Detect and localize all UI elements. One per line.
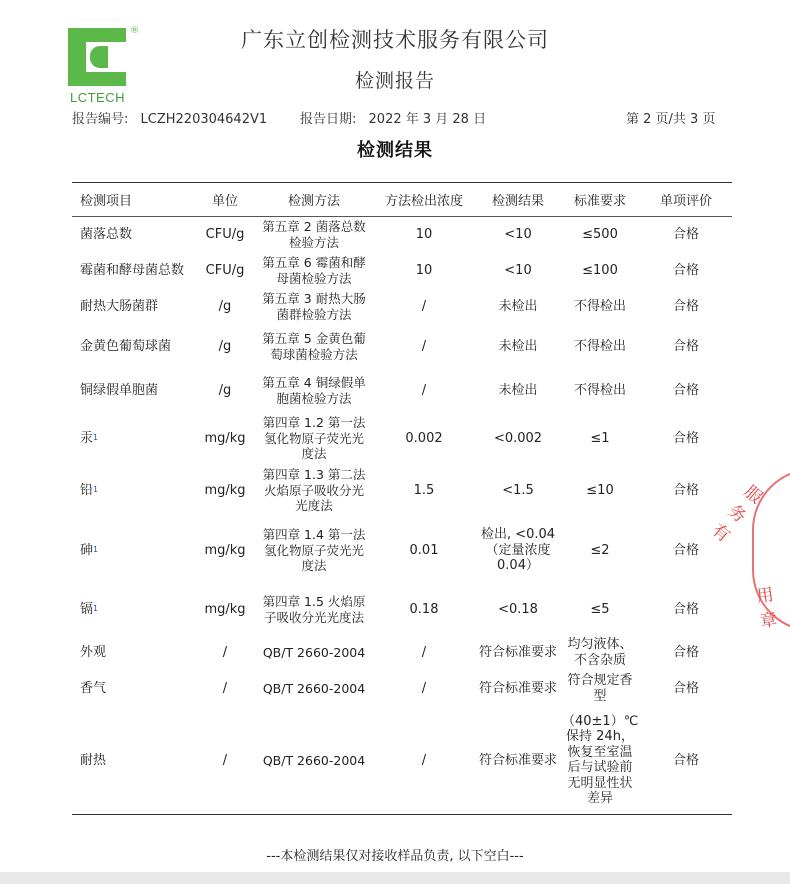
table-row [72, 217, 732, 253]
report-date-value: 2022 年 3 月 28 日 [368, 112, 487, 127]
cell-result-text: <10 [504, 262, 532, 278]
cell-result [476, 369, 560, 413]
cell-evaluation [640, 253, 732, 289]
cell-evaluation [640, 671, 732, 707]
cell-detect-limit [372, 517, 476, 585]
cell-unit-text: /g [218, 382, 232, 398]
report-date [300, 108, 486, 127]
cell-method-text: 第四章 1.3 第二法 火焰原子吸收分光光度法 [262, 467, 366, 514]
cell-method [256, 635, 372, 671]
cell-item-text: 金黄色葡萄球菌 [80, 338, 172, 354]
cell-method [256, 413, 372, 465]
cell-detect-limit-text: / [421, 382, 427, 398]
cell-detect-limit [372, 707, 476, 815]
cell-method-text: 第五章 6 霉菌和酵母菌检验方法 [262, 255, 366, 286]
cell-detect-limit [372, 465, 476, 517]
cell-standard-text: ≤500 [582, 227, 618, 242]
bottom-scroll-strip [0, 872, 790, 884]
cell-detect-limit-text: 1.5 [413, 482, 435, 498]
cell-evaluation-text: 合格 [672, 644, 699, 660]
cell-evaluation [640, 707, 732, 815]
cell-item-text: 汞 [80, 430, 94, 446]
table-row [72, 517, 732, 585]
cell-item-text: 耐热大肠菌群 [80, 298, 159, 314]
cell-method [256, 289, 372, 325]
cell-standard [560, 217, 640, 253]
cell-evaluation [640, 289, 732, 325]
footnote-marker: 1 [93, 544, 99, 554]
section-title: 检测结果 [357, 140, 433, 161]
footnote-marker: 1 [93, 432, 99, 442]
table-row [72, 369, 732, 413]
column-header: 检测结果 [476, 183, 560, 217]
cell-item [72, 635, 194, 671]
cell-result-text: 未检出 [498, 298, 538, 314]
column-header: 方法检出浓度 [372, 183, 476, 217]
report-number-label: 报告编号: [72, 112, 129, 127]
column-header: 标准要求 [560, 183, 640, 217]
cell-method [256, 465, 372, 517]
column-header: 检测方法 [256, 183, 372, 217]
cell-standard [560, 289, 640, 325]
cell-evaluation-text: 合格 [672, 542, 699, 558]
cell-detect-limit [372, 253, 476, 289]
cell-standard-text: 不得检出 [573, 338, 626, 354]
page-number: 第 2 页/共 3 页 [626, 112, 716, 127]
cell-evaluation-text: 合格 [672, 680, 699, 696]
cell-item-text: 砷 [80, 542, 94, 558]
cell-item [72, 585, 194, 635]
registered-mark: ® [130, 26, 139, 36]
cell-unit [194, 325, 256, 369]
cell-unit-text: / [222, 680, 228, 696]
cell-standard-text: 不得检出 [573, 382, 626, 398]
cell-evaluation-text: 合格 [672, 430, 699, 446]
cell-evaluation [640, 585, 732, 635]
cell-result-text: 符合标准要求 [478, 752, 557, 768]
cell-standard [560, 635, 640, 671]
cell-unit-text: /g [218, 338, 232, 354]
cell-result [476, 707, 560, 815]
footer-note: ---本检测结果仅对接收样品负责, 以下空白--- [266, 849, 524, 864]
cell-detect-limit-text: / [421, 680, 427, 696]
cell-method-text: 第五章 4 铜绿假单胞菌检验方法 [262, 375, 366, 406]
cell-standard-text: 不得检出 [573, 298, 626, 314]
cell-result [476, 635, 560, 671]
cell-unit-text: CFU/g [205, 262, 245, 278]
cell-standard-text: ≤1 [590, 430, 610, 446]
cell-method-text: QB/T 2660-2004 [262, 752, 366, 768]
logo-text: LCTECH [70, 90, 126, 105]
cell-detect-limit [372, 325, 476, 369]
cell-item-text: 铜绿假单胞菌 [80, 382, 159, 398]
table-row [72, 707, 732, 815]
logo-mark-icon [68, 28, 126, 86]
cell-unit-text: mg/kg [204, 542, 246, 558]
cell-item-text: 香气 [80, 680, 107, 696]
cell-item [72, 253, 194, 289]
table-row [72, 413, 732, 465]
column-header: 检测项目 [72, 183, 194, 217]
cell-result-text: 未检出 [498, 382, 538, 398]
table-row [72, 289, 732, 325]
table-row [72, 585, 732, 635]
cell-detect-limit-text: 0.002 [405, 430, 443, 446]
cell-result [476, 585, 560, 635]
column-header: 单位 [194, 183, 256, 217]
cell-standard [560, 671, 640, 707]
cell-detect-limit-text: / [421, 298, 427, 314]
document-title: 检测报告 [354, 70, 435, 92]
cell-method-text: QB/T 2660-2004 [262, 644, 366, 660]
cell-unit-text: / [222, 644, 228, 660]
cell-standard [560, 465, 640, 517]
cell-unit-text: /g [218, 298, 232, 314]
cell-unit [194, 369, 256, 413]
cell-result [476, 517, 560, 585]
seal-text-bottom: 用章 [755, 584, 780, 632]
cell-unit-text: mg/kg [204, 430, 246, 446]
cell-standard-text: 符合规定香型 [567, 673, 633, 704]
cell-unit-text: CFU/g [205, 227, 245, 242]
cell-detect-limit [372, 289, 476, 325]
cell-evaluation [640, 217, 732, 253]
cell-standard [560, 253, 640, 289]
cell-evaluation [640, 635, 732, 671]
cell-detect-limit [372, 369, 476, 413]
cell-detect-limit-text: 0.01 [409, 542, 439, 558]
cell-evaluation-text: 合格 [672, 382, 699, 398]
cell-result-text: 检出, <0.04（定量浓度 0.04） [480, 527, 556, 574]
cell-method-text: 第四章 1.4 第一法 氢化物原子荧光光度法 [262, 527, 366, 574]
cell-evaluation [640, 413, 732, 465]
cell-standard-text: ≤2 [590, 542, 610, 558]
cell-evaluation-text: 合格 [672, 338, 699, 354]
cell-item [72, 289, 194, 325]
cell-method [256, 325, 372, 369]
cell-item [72, 413, 194, 465]
cell-detect-limit [372, 671, 476, 707]
cell-unit [194, 253, 256, 289]
cell-evaluation-text: 合格 [672, 482, 699, 498]
cell-standard [560, 707, 640, 815]
cell-method-text: 第五章 5 金黄色葡萄球菌检验方法 [262, 331, 366, 362]
cell-standard [560, 585, 640, 635]
cell-detect-limit [372, 585, 476, 635]
cell-result-text: <10 [504, 227, 532, 242]
cell-item [72, 369, 194, 413]
cell-method [256, 585, 372, 635]
cell-unit [194, 517, 256, 585]
cell-detect-limit [372, 217, 476, 253]
column-header: 单项评价 [640, 183, 732, 217]
cell-result [476, 671, 560, 707]
cell-method [256, 369, 372, 413]
cell-unit [194, 635, 256, 671]
cell-unit-text: mg/kg [204, 601, 246, 617]
cell-item [72, 325, 194, 369]
cell-method [256, 517, 372, 585]
cell-evaluation [640, 369, 732, 413]
cell-standard [560, 413, 640, 465]
table-header-row [72, 183, 732, 217]
cell-result [476, 217, 560, 253]
cell-detect-limit-text: 10 [415, 227, 433, 242]
cell-detect-limit-text: / [421, 338, 427, 354]
cell-method-text: 第四章 1.2 第一法 氢化物原子荧光光度法 [262, 415, 366, 462]
cell-method-text: 第五章 2 菌落总数检验方法 [262, 219, 366, 250]
cell-detect-limit-text: 0.18 [409, 601, 439, 617]
cell-unit [194, 671, 256, 707]
footnote-marker: 1 [93, 603, 99, 613]
cell-method-text: 第五章 3 耐热大肠菌群检验方法 [262, 291, 366, 322]
table-row [72, 325, 732, 369]
cell-item [72, 465, 194, 517]
cell-standard-text: （40±1）℃保持 24h，恢复至室温后与试验前无明显性状差异 [562, 713, 639, 807]
company-name: 广东立创检测技术服务有限公司 [241, 28, 549, 52]
company-logo [64, 26, 144, 110]
cell-standard-text: ≤10 [586, 482, 614, 498]
cell-item-text: 镉 [80, 601, 94, 617]
cell-result [476, 253, 560, 289]
cell-result [476, 413, 560, 465]
cell-unit [194, 289, 256, 325]
cell-method-text: QB/T 2660-2004 [262, 680, 366, 696]
cell-item-text: 耐热 [80, 752, 107, 768]
report-number [72, 108, 267, 127]
table-row [72, 635, 732, 671]
cell-item-text: 外观 [80, 644, 107, 660]
cell-standard [560, 325, 640, 369]
cell-method [256, 253, 372, 289]
cell-result-text: 符合标准要求 [478, 680, 557, 696]
cell-method [256, 671, 372, 707]
cell-standard-text: 均匀液体、不含杂质 [567, 637, 633, 668]
cell-item [72, 517, 194, 585]
cell-unit [194, 217, 256, 253]
cell-result [476, 289, 560, 325]
cell-unit [194, 585, 256, 635]
cell-standard-text: ≤100 [582, 262, 618, 278]
cell-item-text: 菌落总数 [80, 227, 133, 242]
cell-item-text: 霉菌和酵母菌总数 [80, 262, 185, 278]
cell-result-text: <0.002 [493, 430, 543, 446]
cell-detect-limit-text: / [421, 752, 427, 768]
cell-unit-text: / [222, 752, 228, 768]
table-row [72, 465, 732, 517]
report-date-label: 报告日期: [300, 112, 357, 127]
cell-item [72, 217, 194, 253]
table-row [72, 253, 732, 289]
table-row [72, 671, 732, 707]
cell-item [72, 671, 194, 707]
cell-evaluation-text: 合格 [672, 752, 699, 768]
cell-method-text: 第四章 1.5 火焰原子吸收分光光度法 [262, 594, 366, 625]
results-table [72, 182, 732, 815]
cell-result-text: 未检出 [498, 338, 538, 354]
cell-evaluation-text: 合格 [672, 262, 699, 278]
cell-evaluation [640, 465, 732, 517]
cell-evaluation [640, 325, 732, 369]
cell-result-text: <0.18 [498, 601, 538, 617]
cell-result [476, 465, 560, 517]
cell-unit [194, 413, 256, 465]
cell-detect-limit-text: 10 [415, 262, 433, 278]
cell-evaluation-text: 合格 [672, 298, 699, 314]
seal-text-top: 服务有 [707, 481, 768, 548]
report-number-value: LCZH220304642V1 [140, 112, 268, 127]
cell-unit-text: mg/kg [204, 482, 246, 498]
cell-unit [194, 465, 256, 517]
footnote-marker: 1 [93, 484, 99, 494]
cell-standard-text: ≤5 [590, 601, 610, 617]
cell-evaluation-text: 合格 [672, 227, 699, 242]
cell-detect-limit-text: / [421, 644, 427, 660]
cell-result-text: <1.5 [502, 482, 534, 498]
cell-standard [560, 517, 640, 585]
cell-method [256, 217, 372, 253]
cell-evaluation-text: 合格 [672, 601, 699, 617]
cell-result-text: 符合标准要求 [478, 644, 557, 660]
cell-detect-limit [372, 635, 476, 671]
cell-item-text: 铅 [80, 482, 94, 498]
cell-unit [194, 707, 256, 815]
cell-method [256, 707, 372, 815]
cell-result [476, 325, 560, 369]
cell-standard [560, 369, 640, 413]
cell-detect-limit [372, 413, 476, 465]
cell-item [72, 707, 194, 815]
